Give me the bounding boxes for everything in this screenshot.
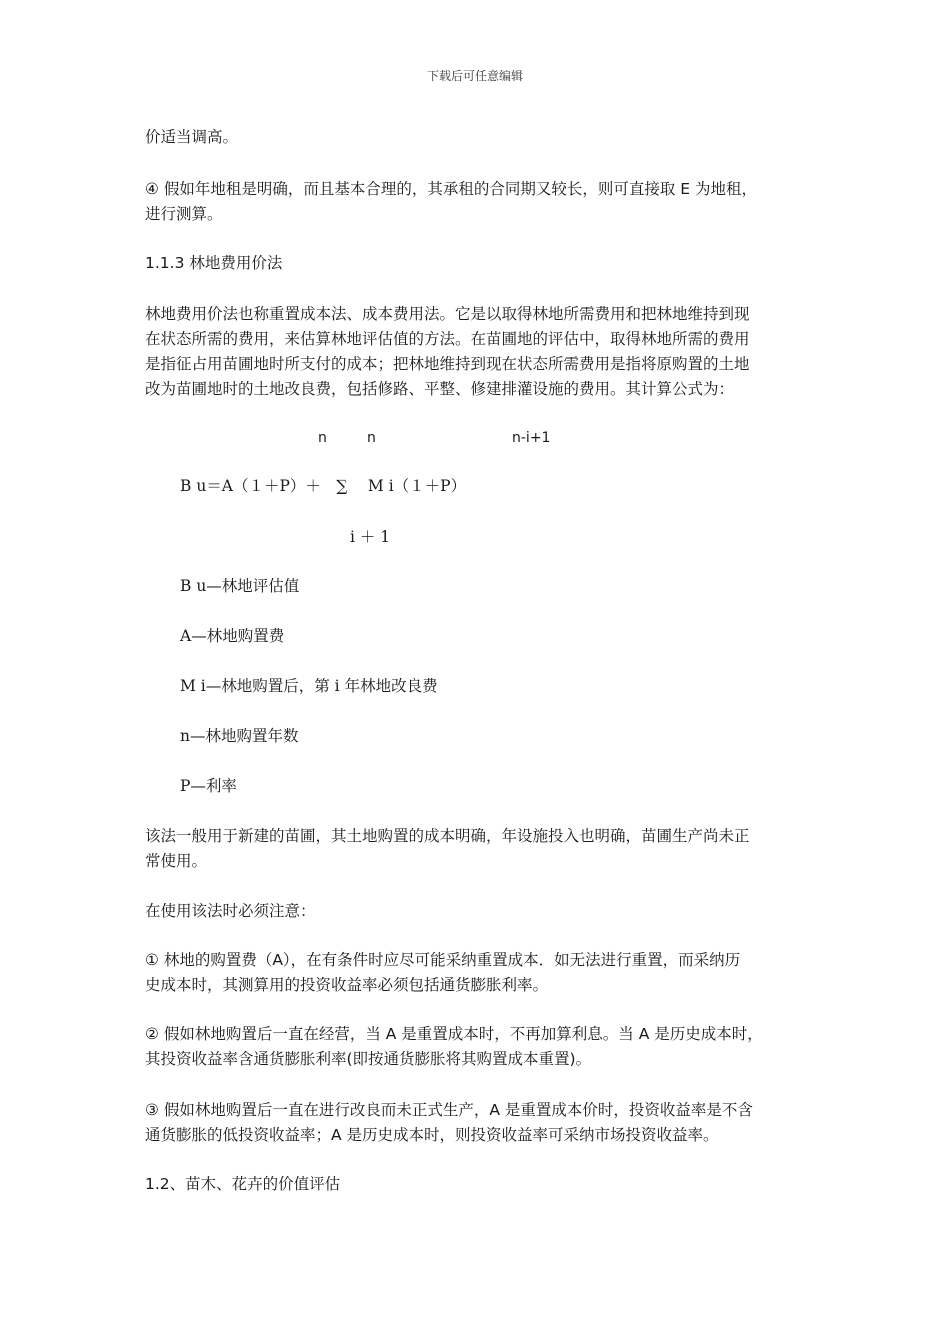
formula-main: B u＝A（１＋P）＋ ∑ M i（１＋P） (180, 477, 467, 495)
formula-superscript-n: n (367, 430, 376, 446)
paragraph-line: 在状态所需的费用，来估算林地评估值的方法。在苗圃地的评估中，取得林地所需的费用 (145, 330, 750, 348)
paragraph-line: 其投资收益率含通货膨胀利率(即按通货膨胀将其购置成本重置)。 (145, 1050, 592, 1068)
paragraph-line: 通货膨胀的低投资收益率；A 是历史成本时，则投资收益率可采纳市场投资收益率。 (145, 1126, 719, 1144)
paragraph-line: 常使用。 (145, 852, 208, 870)
paragraph-line: 改为苗圃地时的土地改良费，包括修路、平整、修建排灌设施的费用。其计算公式为： (145, 380, 735, 398)
paragraph-line: ① 林地的购置费（A），在有条件时应尽可能采纳重置成本．如无法进行重置，而采纳历 (145, 951, 741, 969)
definition-item: A—林地购置费 (180, 627, 285, 645)
definition-item: n—林地购置年数 (180, 727, 299, 745)
paragraph-line: 进行测算。 (145, 205, 223, 223)
definition-item: M i—林地购置后，第 i 年林地改良费 (180, 677, 438, 695)
paragraph-line: ② 假如林地购置后一直在经营，当 A 是重置成本时，不再加算利息。当 A 是历史成本时， (145, 1025, 763, 1043)
paragraph-line: 价适当调高。 (145, 128, 239, 146)
paragraph-line: 史成本时，其测算用的投资收益率必须包括通货膨胀利率。 (145, 976, 549, 994)
paragraph-line: ④ 假如年地租是明确，而且基本合理的，其承租的合同期又较长，则可直接取 E 为地租， (145, 180, 757, 198)
paragraph-line: 是指征占用苗圃地时所支付的成本；把林地维持到现在状态所需费用是指将原购置的土地 (145, 355, 750, 373)
paragraph-line: 林地费用价法也称重置成本法、成本费用法。它是以取得林地所需费用和把林地维持到现 (145, 305, 750, 323)
paragraph-line: 该法一般用于新建的苗圃，其土地购置的成本明确，年设施投入也明确，苗圃生产尚未正 (145, 827, 750, 845)
section-heading: 1.1.3 林地费用价法 (145, 254, 283, 272)
formula-superscript-n: n (318, 430, 327, 446)
paragraph-line: 在使用该法时必须注意： (145, 902, 316, 920)
paragraph-line: ③ 假如林地购置后一直在进行改良而未正式生产，A 是重置成本价时，投资收益率是不含 (145, 1101, 753, 1119)
page-header: 下载后可任意编辑 (426, 69, 523, 83)
section-heading: 1.2、苗木、花卉的价值评估 (145, 1175, 341, 1193)
formula-subscript: i ＋ 1 (350, 528, 391, 546)
formula-exponent: n-i+1 (512, 430, 551, 446)
definition-item: P—利率 (180, 777, 237, 795)
definition-item: B u—林地评估值 (180, 577, 300, 595)
